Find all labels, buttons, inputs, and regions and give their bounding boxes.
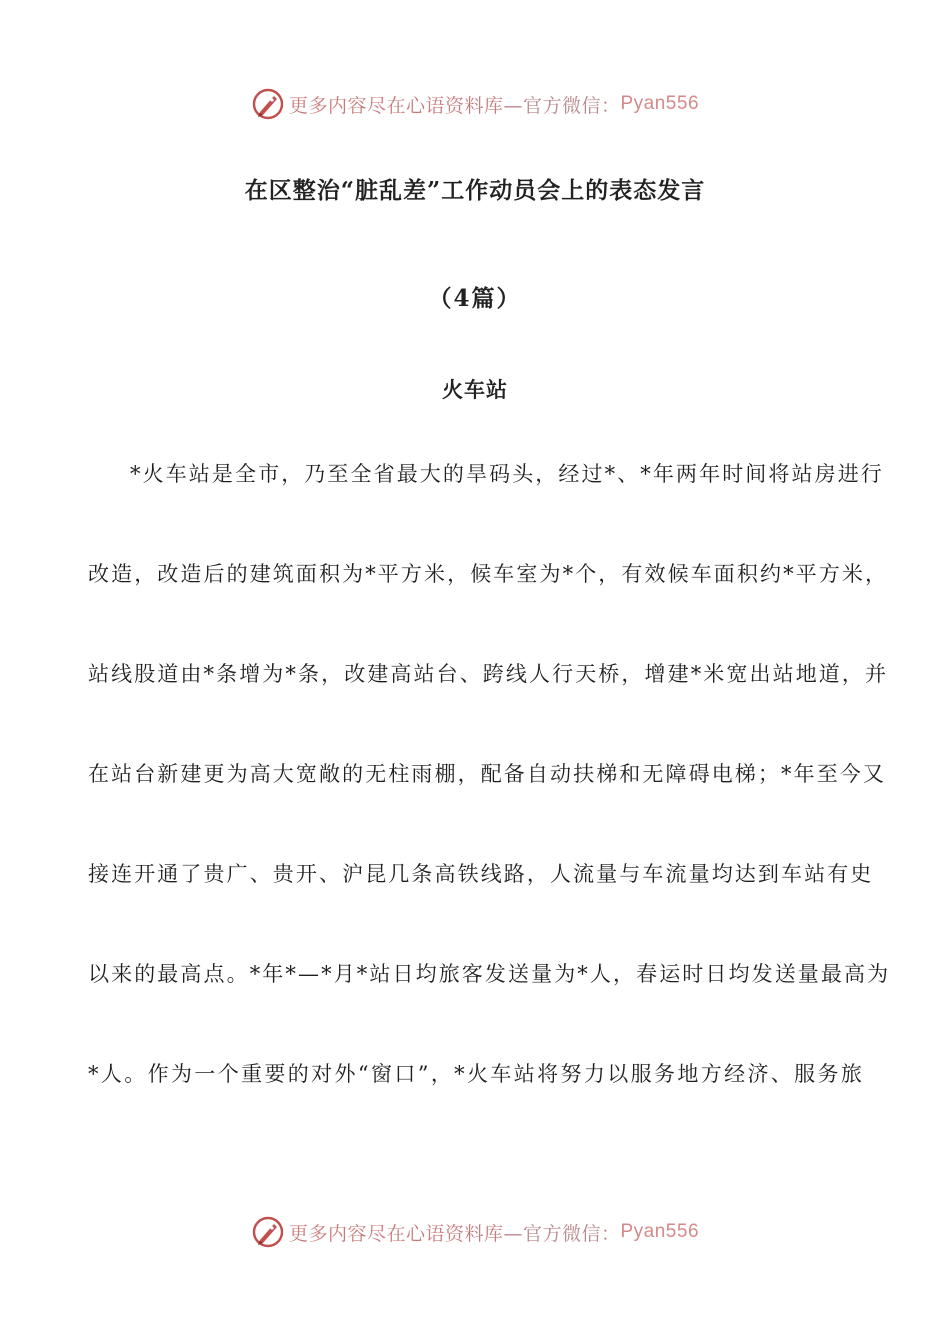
body-paragraph <box>88 452 891 1152</box>
watermark-text-library: 更多内容尽在心语资料库 <box>288 1222 504 1245</box>
watermark-text-wechat: —官方微信： <box>503 1222 621 1245</box>
pen-logo-icon <box>251 1215 285 1249</box>
watermark-text-library: 更多内容尽在心语资料库 <box>288 94 504 117</box>
paragraph-line: 接连开通了贵广、贵开、沪昆几条高铁线路，人流量与车流量均达到车站有史 <box>88 862 874 886</box>
paragraph-line: *人。作为一个重要的对外“窗口”，*火车站将努力以服务地方经济、服务旅 <box>88 1062 864 1086</box>
watermark-text-id: Pyan556 <box>620 93 700 114</box>
pen-logo-icon <box>251 87 285 121</box>
paragraph-line: 以来的最高点。*年*—*月*站日均旅客发送量为*人，春运时日均发送量最高为 <box>88 962 891 986</box>
paragraph-line: 改造，改造后的建筑面积为*平方米，候车室为*个，有效候车面积约*平方米， <box>88 562 889 586</box>
paragraph-line: *火车站是全市，乃至全省最大的旱码头，经过*、*年两年时间将站房进行 <box>130 462 884 486</box>
watermark-text-id: Pyan556 <box>620 1221 700 1242</box>
footer-watermark <box>0 1212 950 1252</box>
paragraph-line: 在站台新建更为高大宽敞的无柱雨棚，配备自动扶梯和无障碍电梯；*年至今又 <box>88 762 886 786</box>
watermark-text-wechat: —官方微信： <box>503 94 621 117</box>
document-title: 在区整治“脏乱差”工作动员会上的表态发言 <box>244 177 706 204</box>
section-heading: 火车站 <box>442 377 508 402</box>
header-watermark <box>0 84 950 124</box>
paragraph-line: 站线股道由*条增为*条，改建高站台、跨线人行天桥，增建*米宽出站地道，并 <box>88 662 889 686</box>
document-subtitle: （4篇） <box>428 285 522 312</box>
